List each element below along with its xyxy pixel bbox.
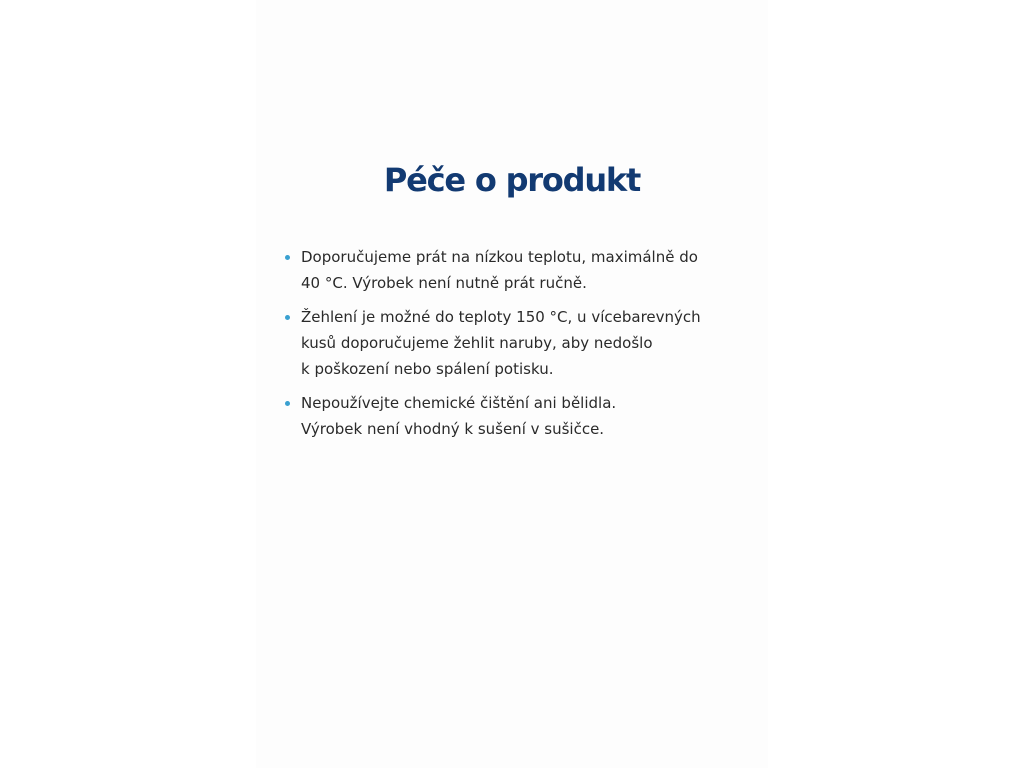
care-instructions-list [285, 244, 735, 450]
list-item-line: 40 °C. Výrobek není nutně prát ručně. [301, 274, 587, 292]
list-item-line: Doporučujeme prát na nízkou teplotu, maximálně do [301, 248, 698, 266]
list-item [285, 390, 735, 442]
list-item [285, 244, 735, 296]
list-item-line: Žehlení je možné do teploty 150 °C, u vícebarevných [301, 308, 701, 326]
list-item-line: Nepoužívejte chemické čištění ani bělidla. [301, 394, 617, 412]
list-item [285, 304, 735, 382]
bullet-icon [285, 315, 290, 320]
list-item-line: kusů doporučujeme žehlit naruby, aby nedošlo [301, 334, 653, 352]
list-item-line: k poškození nebo spálení potisku. [301, 360, 554, 378]
bullet-icon [285, 401, 290, 406]
list-item-line: Výrobek není vhodný k sušení v sušičce. [301, 420, 605, 438]
bullet-icon [285, 255, 290, 260]
page-title: Péče o produkt [383, 161, 641, 199]
